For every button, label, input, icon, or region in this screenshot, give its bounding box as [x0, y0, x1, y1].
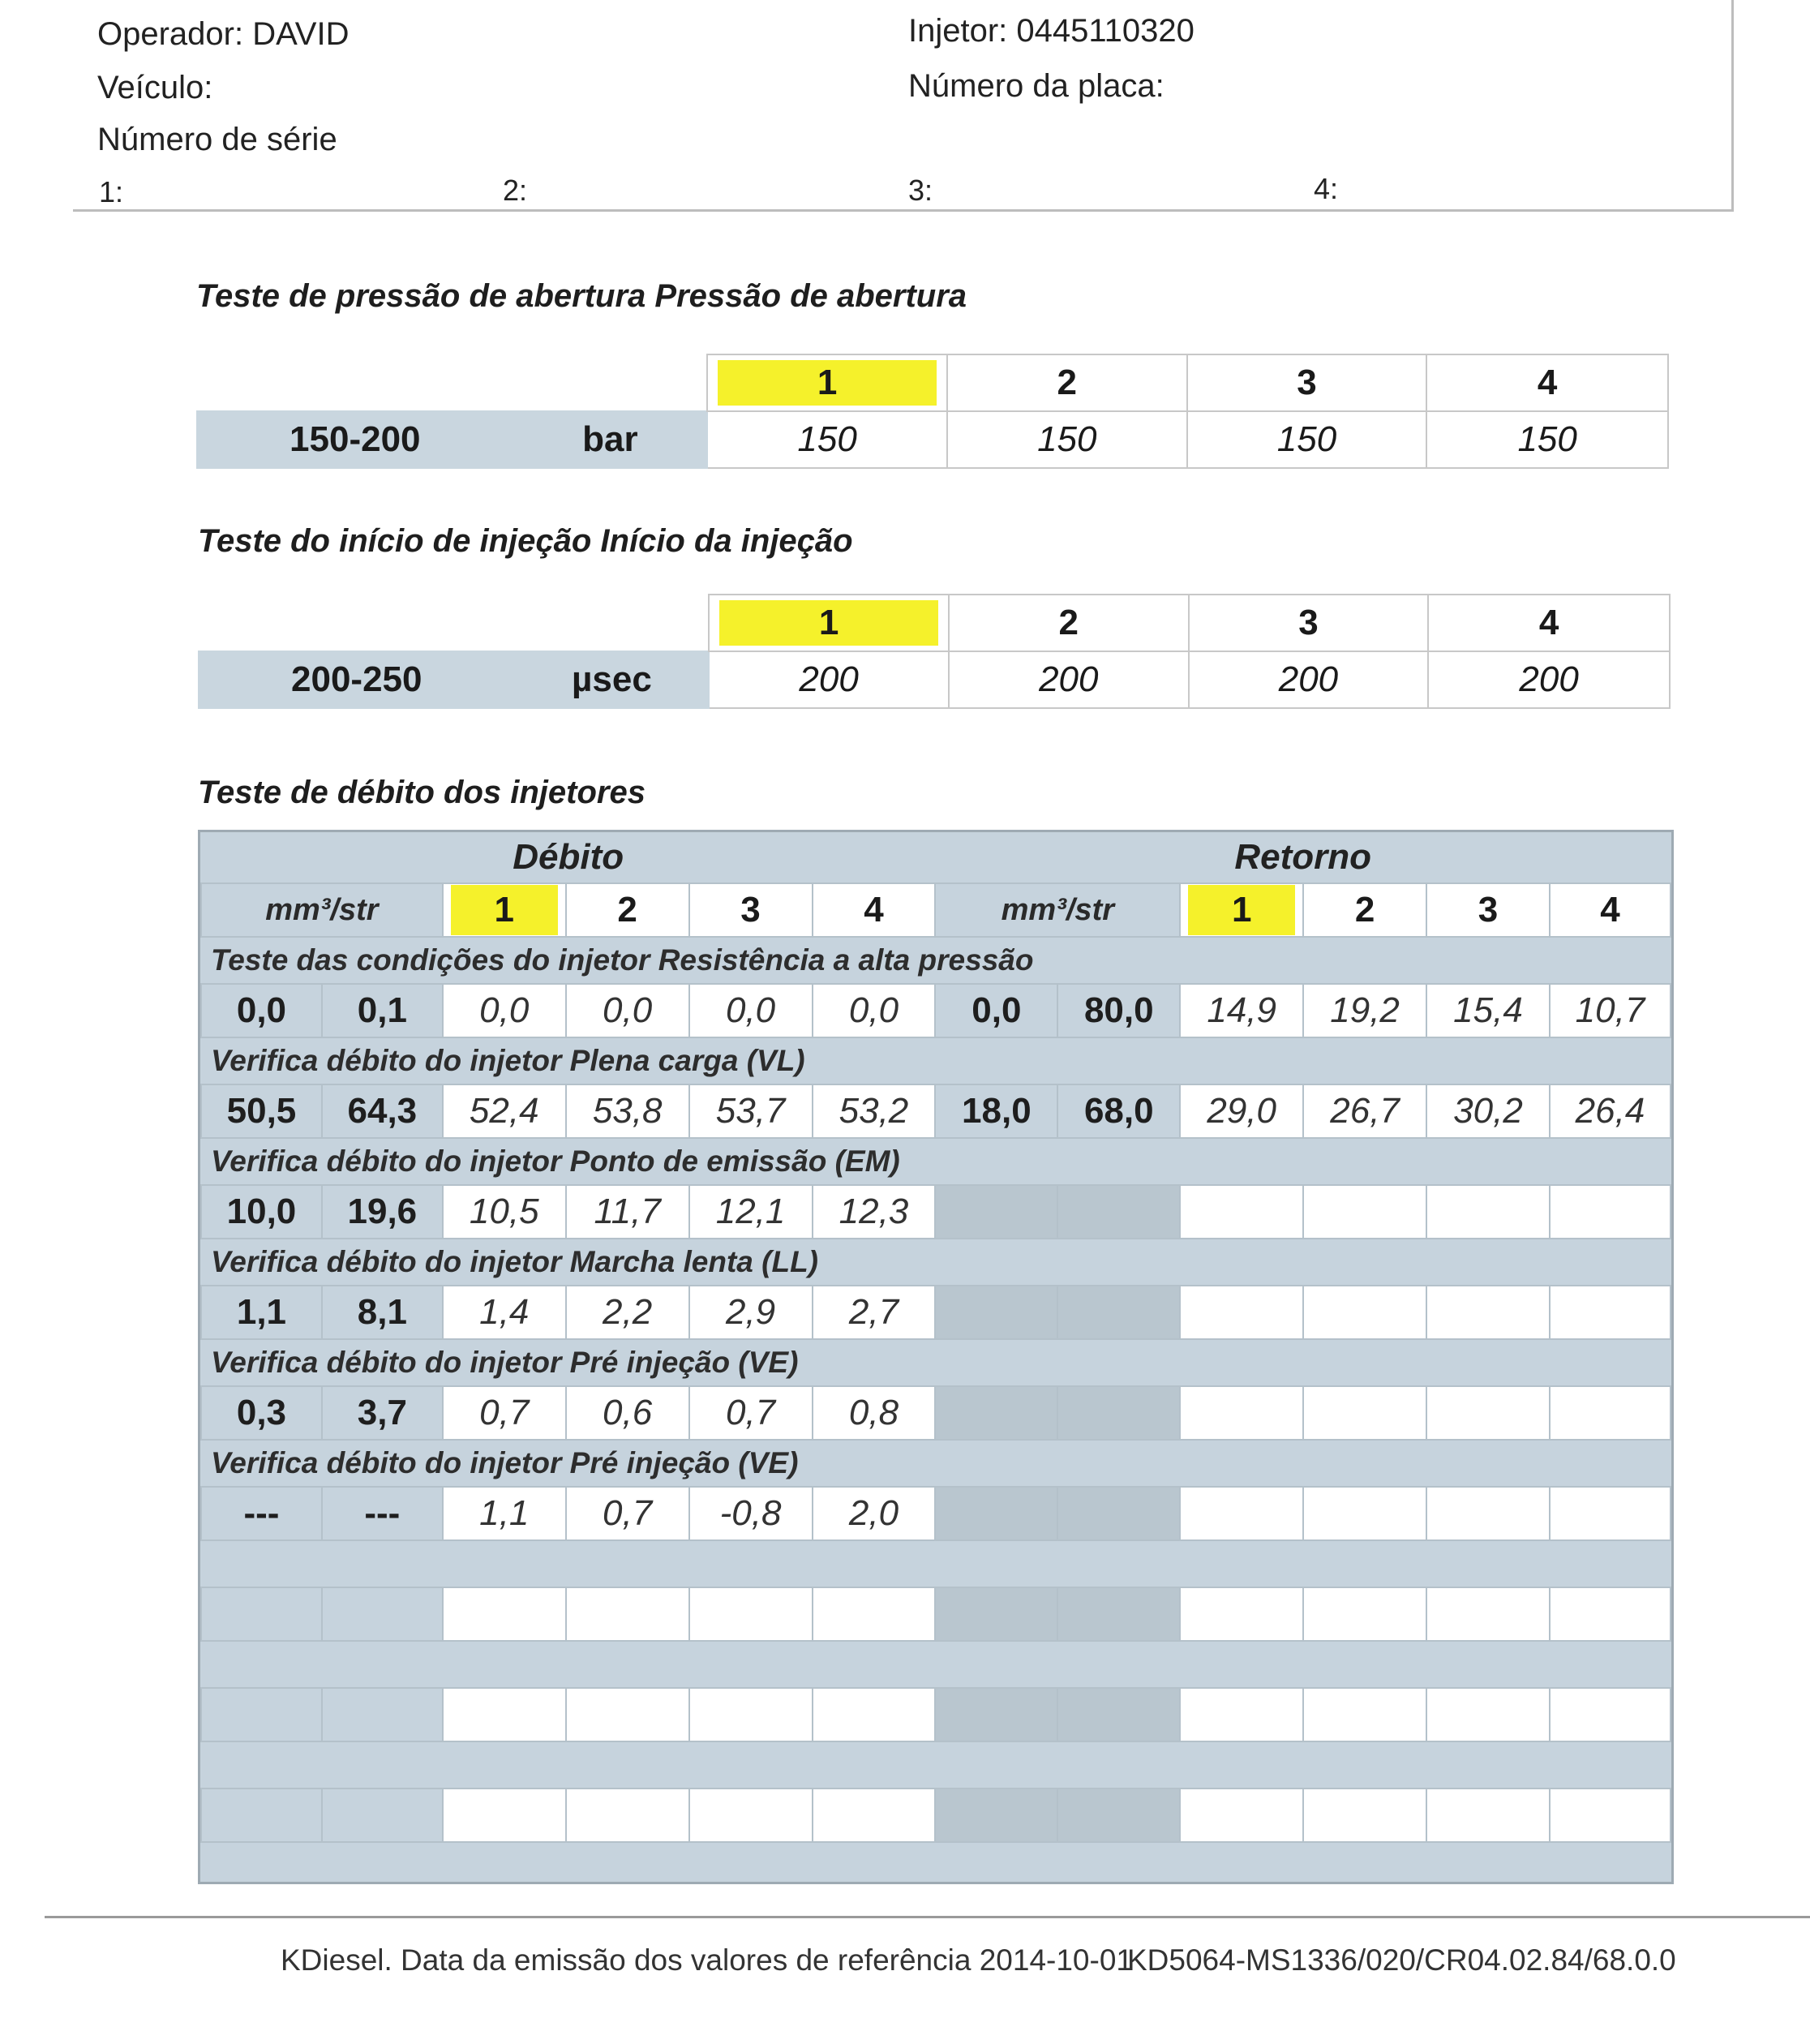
debito-value-3: 53,7 [689, 1084, 813, 1138]
footer-document-code: KD5064-MS1336/020/CR04.02.84/68.0.0 [1127, 1943, 1676, 1977]
serial-1-label: 1: [99, 175, 124, 208]
debito-value-4: 2,0 [813, 1487, 936, 1540]
retorno-value-2 [1303, 1788, 1426, 1842]
debito-value-1: 0,0 [443, 984, 566, 1037]
retorno-value-2 [1303, 1286, 1426, 1339]
retorno-value-3 [1426, 1487, 1550, 1540]
retorno-max: 68,0 [1057, 1084, 1180, 1138]
retorno-col-1: 1 [1180, 883, 1303, 937]
retorno-value-4 [1550, 1286, 1671, 1339]
debito-value-2 [566, 1688, 689, 1741]
flow-test-row [201, 1487, 1671, 1540]
debito-max: 0,1 [322, 984, 443, 1037]
injection-col-3: 3 [1189, 595, 1429, 651]
retorno-value-3 [1426, 1286, 1550, 1339]
debito-value-4: 2,7 [813, 1286, 936, 1339]
debito-value-4: 0,0 [813, 984, 936, 1037]
debito-value-2 [566, 1587, 689, 1641]
retorno-value-4 [1550, 1688, 1671, 1741]
retorno-min: 18,0 [935, 1084, 1057, 1138]
debito-max: 64,3 [322, 1084, 443, 1138]
retorno-unit: mm³/str [935, 883, 1180, 937]
retorno-value-3 [1426, 1788, 1550, 1842]
debito-value-1: 52,4 [443, 1084, 566, 1138]
retorno-value-4 [1550, 1788, 1671, 1842]
debito-min: 1,1 [201, 1286, 322, 1339]
debito-min: 50,5 [201, 1084, 322, 1138]
serial-3-label: 3: [908, 174, 933, 207]
retorno-value-2: 26,7 [1303, 1084, 1426, 1138]
retorno-value-3 [1426, 1386, 1550, 1440]
flow-test-row-label: Verifica débito do injetor Marcha lenta (LL) [211, 1245, 818, 1278]
retorno-value-1 [1180, 1487, 1303, 1540]
flow-test-row-label: Verifica débito do injetor Pré injeção (VE) [211, 1346, 799, 1379]
retorno-value-4 [1550, 1587, 1671, 1641]
opening-col-3: 3 [1187, 354, 1427, 411]
retorno-max [1057, 1788, 1180, 1842]
debito-col-3: 3 [689, 883, 813, 937]
debito-max: 19,6 [322, 1185, 443, 1239]
debito-value-2 [566, 1788, 689, 1842]
retorno-min [935, 1688, 1057, 1741]
debito-value-1: 1,1 [443, 1487, 566, 1540]
flow-test-row [201, 1386, 1671, 1440]
debito-value-3: 2,9 [689, 1286, 813, 1339]
injection-range: 200-250 [199, 651, 515, 708]
flow-test-row [201, 1185, 1671, 1239]
debito-col-1: 1 [443, 883, 566, 937]
debito-min [201, 1788, 322, 1842]
retorno-value-2 [1303, 1688, 1426, 1741]
retorno-value-2 [1303, 1386, 1426, 1440]
retorno-value-4 [1550, 1386, 1671, 1440]
opening-test-title: Teste de pressão de abertura Pressão de abertura [196, 278, 967, 314]
flow-test-row-label: Verifica débito do injetor Pré injeção (VE) [211, 1446, 799, 1479]
debito-value-1 [443, 1587, 566, 1641]
retorno-min [935, 1386, 1057, 1440]
flow-test-row-label [201, 1540, 1671, 1587]
debito-value-4 [813, 1587, 936, 1641]
retorno-value-4: 10,7 [1550, 984, 1671, 1037]
debito-value-4 [813, 1788, 936, 1842]
retorno-min [935, 1487, 1057, 1540]
retorno-value-1 [1180, 1688, 1303, 1741]
debito-max [322, 1587, 443, 1641]
serial-2-label: 2: [503, 174, 528, 207]
retorno-max [1057, 1487, 1180, 1540]
footer-divider [45, 1916, 1810, 1918]
retorno-max: 80,0 [1057, 984, 1180, 1037]
opening-value-1: 150 [707, 411, 947, 468]
flow-test-row-label: Verifica débito do injetor Ponto de emissão (EM) [211, 1144, 900, 1178]
retorno-value-3: 15,4 [1426, 984, 1550, 1037]
opening-value-3: 150 [1187, 411, 1427, 468]
opening-col-2: 2 [947, 354, 1187, 411]
opening-test-table [196, 354, 1669, 469]
injector-label: Injetor: 0445110320 [908, 13, 1195, 49]
opening-col-4: 4 [1426, 354, 1668, 411]
injection-start-table [198, 594, 1671, 709]
debito-value-3 [689, 1788, 813, 1842]
retorno-max [1057, 1688, 1180, 1741]
retorno-max [1057, 1386, 1180, 1440]
retorno-max [1057, 1286, 1180, 1339]
injection-unit: µsec [515, 651, 710, 708]
retorno-col-4: 4 [1550, 883, 1671, 937]
opening-range: 150-200 [197, 411, 513, 468]
flow-test-row-label: Verifica débito do injetor Plena carga (VL) [211, 1044, 805, 1077]
debito-value-3 [689, 1688, 813, 1741]
retorno-value-3 [1426, 1185, 1550, 1239]
debito-value-3: 12,1 [689, 1185, 813, 1239]
opening-unit: bar [513, 411, 708, 468]
debito-value-1: 1,4 [443, 1286, 566, 1339]
debito-col-4: 4 [813, 883, 936, 937]
debito-min: 0,3 [201, 1386, 322, 1440]
plate-label: Número da placa: [908, 68, 1164, 104]
debito-value-2: 0,6 [566, 1386, 689, 1440]
debito-min: 0,0 [201, 984, 322, 1037]
debito-value-4: 0,8 [813, 1386, 936, 1440]
retorno-value-1 [1180, 1286, 1303, 1339]
flow-test-row [201, 1788, 1671, 1842]
retorno-value-2: 19,2 [1303, 984, 1426, 1037]
retorno-value-4 [1550, 1487, 1671, 1540]
debito-value-1: 0,7 [443, 1386, 566, 1440]
injection-col-1: 1 [709, 595, 949, 651]
retorno-value-2 [1303, 1185, 1426, 1239]
flow-test-row-label [201, 1741, 1671, 1788]
debito-value-1 [443, 1788, 566, 1842]
debito-unit: mm³/str [201, 883, 443, 937]
debito-min [201, 1688, 322, 1741]
retorno-min [935, 1587, 1057, 1641]
debito-value-4: 12,3 [813, 1185, 936, 1239]
retorno-value-3 [1426, 1587, 1550, 1641]
debito-max: 3,7 [322, 1386, 443, 1440]
retorno-min: 0,0 [935, 984, 1057, 1037]
serial-4-label: 4: [1314, 172, 1339, 205]
vehicle-label: Veículo: [97, 70, 213, 105]
flow-test-row [201, 1587, 1671, 1641]
injection-value-3: 200 [1189, 651, 1429, 708]
retorno-value-1 [1180, 1386, 1303, 1440]
debito-min: 10,0 [201, 1185, 322, 1239]
opening-value-4: 150 [1426, 411, 1668, 468]
retorno-value-4: 26,4 [1550, 1084, 1671, 1138]
retorno-col-2: 2 [1303, 883, 1426, 937]
debito-col-2: 2 [566, 883, 689, 937]
flow-test-table [200, 832, 1671, 1843]
retorno-value-1 [1180, 1185, 1303, 1239]
debito-value-1 [443, 1688, 566, 1741]
debito-max: --- [322, 1487, 443, 1540]
retorno-value-2 [1303, 1587, 1426, 1641]
flow-test-row [201, 1084, 1671, 1138]
retorno-value-1 [1180, 1788, 1303, 1842]
debito-group-label: Débito [513, 837, 624, 877]
debito-min: --- [201, 1487, 322, 1540]
debito-value-2: 2,2 [566, 1286, 689, 1339]
retorno-value-2 [1303, 1487, 1426, 1540]
debito-value-3 [689, 1587, 813, 1641]
retorno-max [1057, 1185, 1180, 1239]
injection-value-2: 200 [949, 651, 1189, 708]
debito-value-4: 53,2 [813, 1084, 936, 1138]
retorno-value-3: 30,2 [1426, 1084, 1550, 1138]
opening-col-1: 1 [707, 354, 947, 411]
retorno-value-1: 14,9 [1180, 984, 1303, 1037]
injection-col-4: 4 [1428, 595, 1670, 651]
flow-test-row [201, 1688, 1671, 1741]
opening-value-2: 150 [947, 411, 1187, 468]
debito-value-3: 0,0 [689, 984, 813, 1037]
debito-value-1: 10,5 [443, 1185, 566, 1239]
flow-test-row [201, 1286, 1671, 1339]
retorno-min [935, 1286, 1057, 1339]
retorno-group-label: Retorno [1234, 837, 1372, 877]
flow-test-row-label [201, 1641, 1671, 1688]
injection-start-title: Teste do início de injeção Início da injeção [198, 523, 853, 559]
injection-value-4: 200 [1428, 651, 1670, 708]
footer-reference-date: KDiesel. Data da emissão dos valores de referência 2014-10-01 [281, 1943, 1133, 1977]
debito-max [322, 1688, 443, 1741]
debito-value-2: 11,7 [566, 1185, 689, 1239]
flow-test-row [201, 984, 1671, 1037]
debito-value-2: 0,0 [566, 984, 689, 1037]
retorno-col-3: 3 [1426, 883, 1550, 937]
retorno-max [1057, 1587, 1180, 1641]
retorno-min [935, 1185, 1057, 1239]
debito-value-3: -0,8 [689, 1487, 813, 1540]
debito-min [201, 1587, 322, 1641]
retorno-value-4 [1550, 1185, 1671, 1239]
debito-max [322, 1788, 443, 1842]
injection-col-2: 2 [949, 595, 1189, 651]
debito-value-2: 0,7 [566, 1487, 689, 1540]
retorno-value-3 [1426, 1688, 1550, 1741]
retorno-value-1 [1180, 1587, 1303, 1641]
debito-value-4 [813, 1688, 936, 1741]
debito-value-2: 53,8 [566, 1084, 689, 1138]
retorno-value-1: 29,0 [1180, 1084, 1303, 1138]
debito-max: 8,1 [322, 1286, 443, 1339]
debito-value-3: 0,7 [689, 1386, 813, 1440]
operator-label: Operador: DAVID [97, 16, 350, 52]
flow-test-title: Teste de débito dos injetores [198, 775, 646, 810]
injection-value-1: 200 [709, 651, 949, 708]
flow-test-panel [198, 830, 1674, 1884]
flow-test-row-label: Teste das condições do injetor Resistência a alta pressão [211, 943, 1034, 977]
serial-label: Número de série [97, 122, 337, 157]
retorno-min [935, 1788, 1057, 1842]
